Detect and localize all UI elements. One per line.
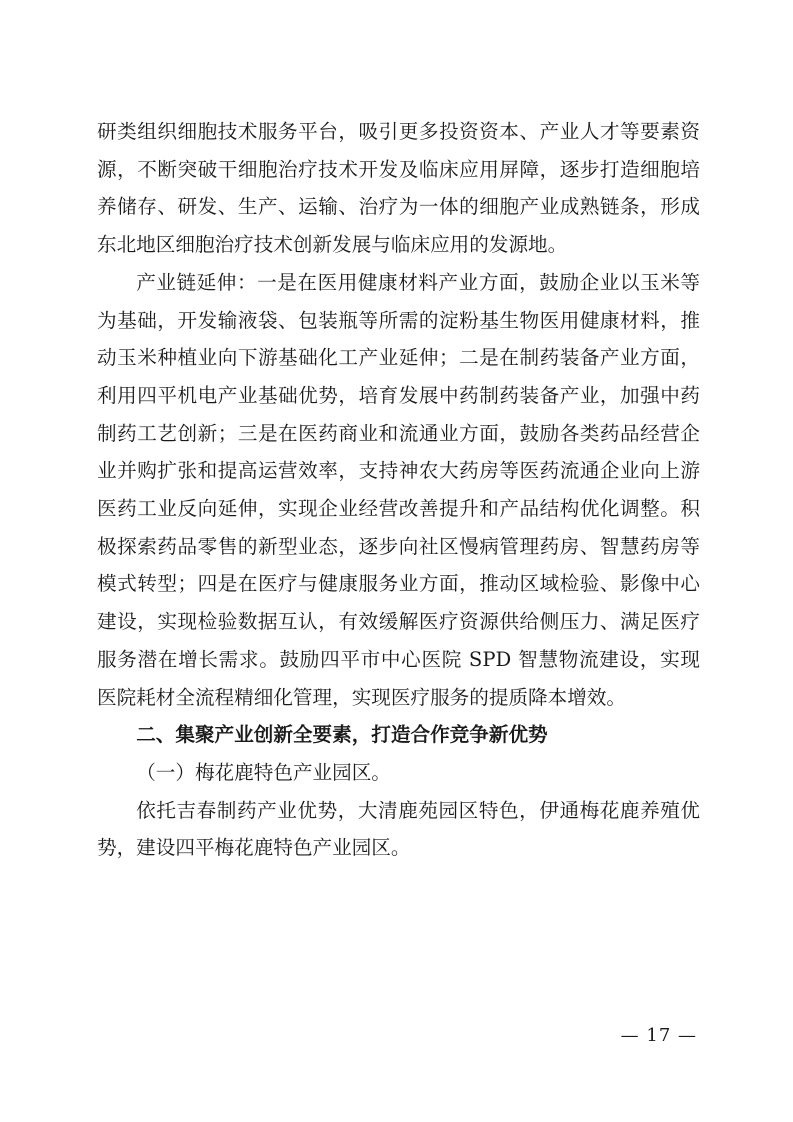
paragraph-continuation: 研类组织细胞技术服务平台，吸引更多投资资本、产业人才等要素资源，不断突破干细胞治疗技术开发及临床应用屏障，逐步打造细胞培养储存、研发、生产、运输、治疗为一体的细胞产业成熟链条，形成东北地区细胞治疗技术创新发展与临床应用的发源地。 [97,120,700,257]
section-heading: 二、集聚产业创新全要素，打造合作竞争新优势 [136,723,548,747]
body-text [97,113,700,867]
paragraph-industry-chain: 产业链延伸：一是在医用健康材料产业方面，鼓励企业以玉米等为基础，开发输液袋、包装瓶等所需的淀粉基生物医用健康材料，推动玉米种植业向下游基础化工产业延伸；二是在制药装备产业方面，利用四平机电产业基础优势，培育发展中药制药装备产业，加强中药制药工艺创新；三是在医药商业和流通业方面，鼓励各类药品经营企业并购扩张和提高运营效率，支持神农大药房等医药流通企业向上游医药工业反向延伸，实现企业经营改善提升和产品结构优化调整。积极探索药品零售的新型业态，逐步向社区慢病管理药房、智慧药房等模式转型；四是在医疗与健康服务业方面，推动区域检验、影像中心建设，实现检验数据互认，有效缓解医疗资源供给侧压力、满足医疗服务潜在增长需求。鼓励四平市中心医院 SPD 智慧物流建设，实现医院耗材全流程精细化管理，实现医疗服务的提质降本增效。 [97,270,700,709]
page-number: — 17 — [620,1025,697,1046]
subsection-heading: （一）梅花鹿特色产业园区。 [136,760,391,784]
paragraph-deer-park: 依托吉春制药产业优势，大清鹿苑园区特色，伊通梅花鹿养殖优势，建设四平梅花鹿特色产业园区。 [97,798,700,860]
